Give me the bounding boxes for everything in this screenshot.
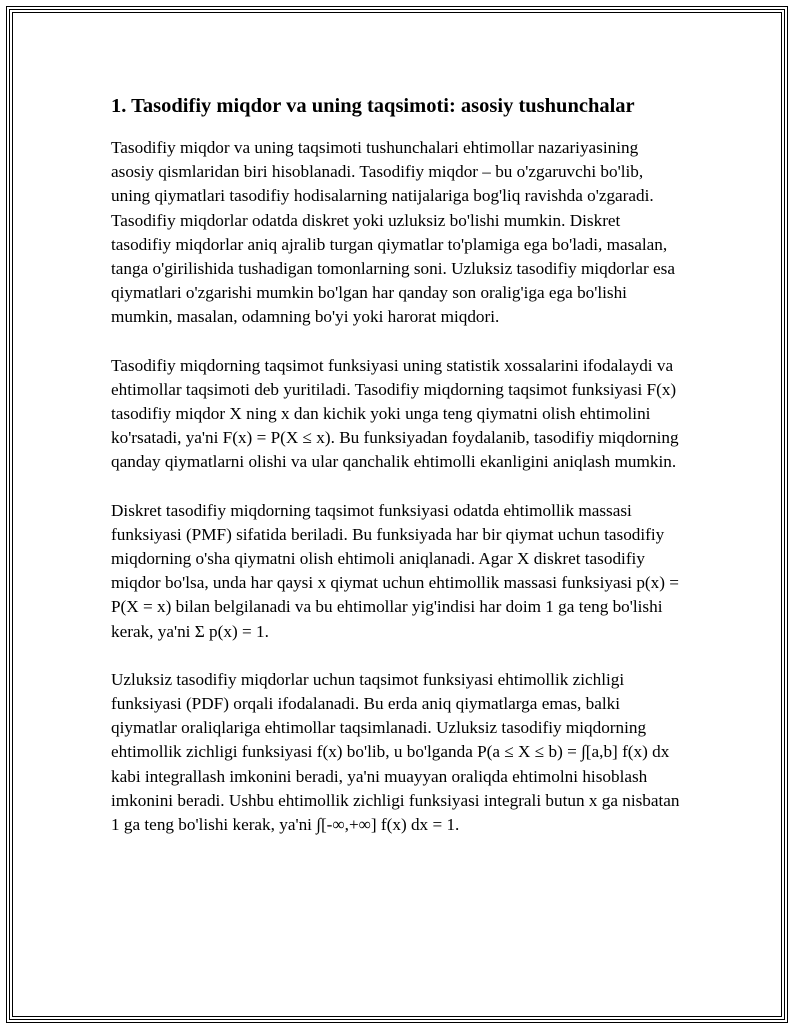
document-body bbox=[111, 92, 681, 861]
paragraph-4: Uzluksiz tasodifiy miqdorlar uchun taqsimot funksiyasi ehtimollik zichligi funksiyasi (PDF) orqali ifodalanadi. Bu erda aniq qiymatlarga emas, balki qiymatlar oraliqlariga ehtimollar taqsimlanadi. Uzluksiz tasodifiy miqdorning ehtimollik zichligi funksiyasi f(x) bo'lib, u bo'lganda P(a ≤ X ≤ b) = ∫[a,b] f(x) dx kabi integrallash imkonini beradi, ya'ni muayyan oraliqda ehtimolni hisoblash imkonini beradi. Ushbu ehtimollik zichligi funksiyasi integrali butun x ga nisbatan 1 ga teng bo'lishi kerak, ya'ni ∫[-∞,+∞] f(x) dx = 1. bbox=[111, 669, 680, 835]
section-heading: 1. Tasodifiy miqdor va uning taqsimoti: asosiy tushunchalar bbox=[111, 95, 635, 117]
paragraph-2: Tasodifiy miqdorning taqsimot funksiyasi uning statistik xossalarini ifodalaydi va ehtimollar taqsimoti deb yuritiladi. Tasodifiy miqdorning taqsimot funksiyasi F(x) tasodifiy miqdor X ning x dan kichik yoki unga teng qiymatni olish ehtimolini ko'rsatadi, ya'ni F(x) = P(X ≤ x). Bu funksiyadan foydalanib, tasodifiy miqdorning qanday qiymatlarni olishi va ular qanchalik ehtimolli ekanligini aniqlash mumkin. bbox=[111, 355, 679, 472]
paragraph-1: Tasodifiy miqdor va uning taqsimoti tushunchalari ehtimollar nazariyasining asosiy qismlaridan biri hisoblanadi. Tasodifiy miqdor – bu o'zgaruvchi bo'lib, uning qiymatlari tasodifiy hodisalarning natijalariga bog'liq ravishda o'zgaradi. Tasodifiy miqdorlar odatda diskret yoki uzluksiz bo'lishi mumkin. Diskret tasodifiy miqdorlar aniq ajralib turgan qiymatlar to'plamiga ega bo'ladi, masalan, tanga o'girilishida tushadigan tomonlarning soni. Uzluksiz tasodifiy miqdorlar esa qiymatlari o'zgarishi mumkin bo'lgan har qanday son oralig'iga ega bo'lishi mumkin, masalan, odamning bo'yi yoki harorat miqdori. bbox=[111, 138, 675, 327]
paragraph-3: Diskret tasodifiy miqdorning taqsimot funksiyasi odatda ehtimollik massasi funksiyasi (PMF) sifatida beriladi. Bu funksiyada har bir qiymat uchun tasodifiy miqdorning o'sha qiymatni olish ehtimoli aniqlanadi. Agar X diskret tasodifiy miqdor bo'lsa, unda har qaysi x qiymat uchun ehtimollik massasi funksiyasi p(x) = P(X = x) bilan belgilanadi va bu ehtimollar yig'indisi har doim 1 ga teng bo'lishi kerak, ya'ni Σ p(x) = 1. bbox=[111, 500, 679, 641]
